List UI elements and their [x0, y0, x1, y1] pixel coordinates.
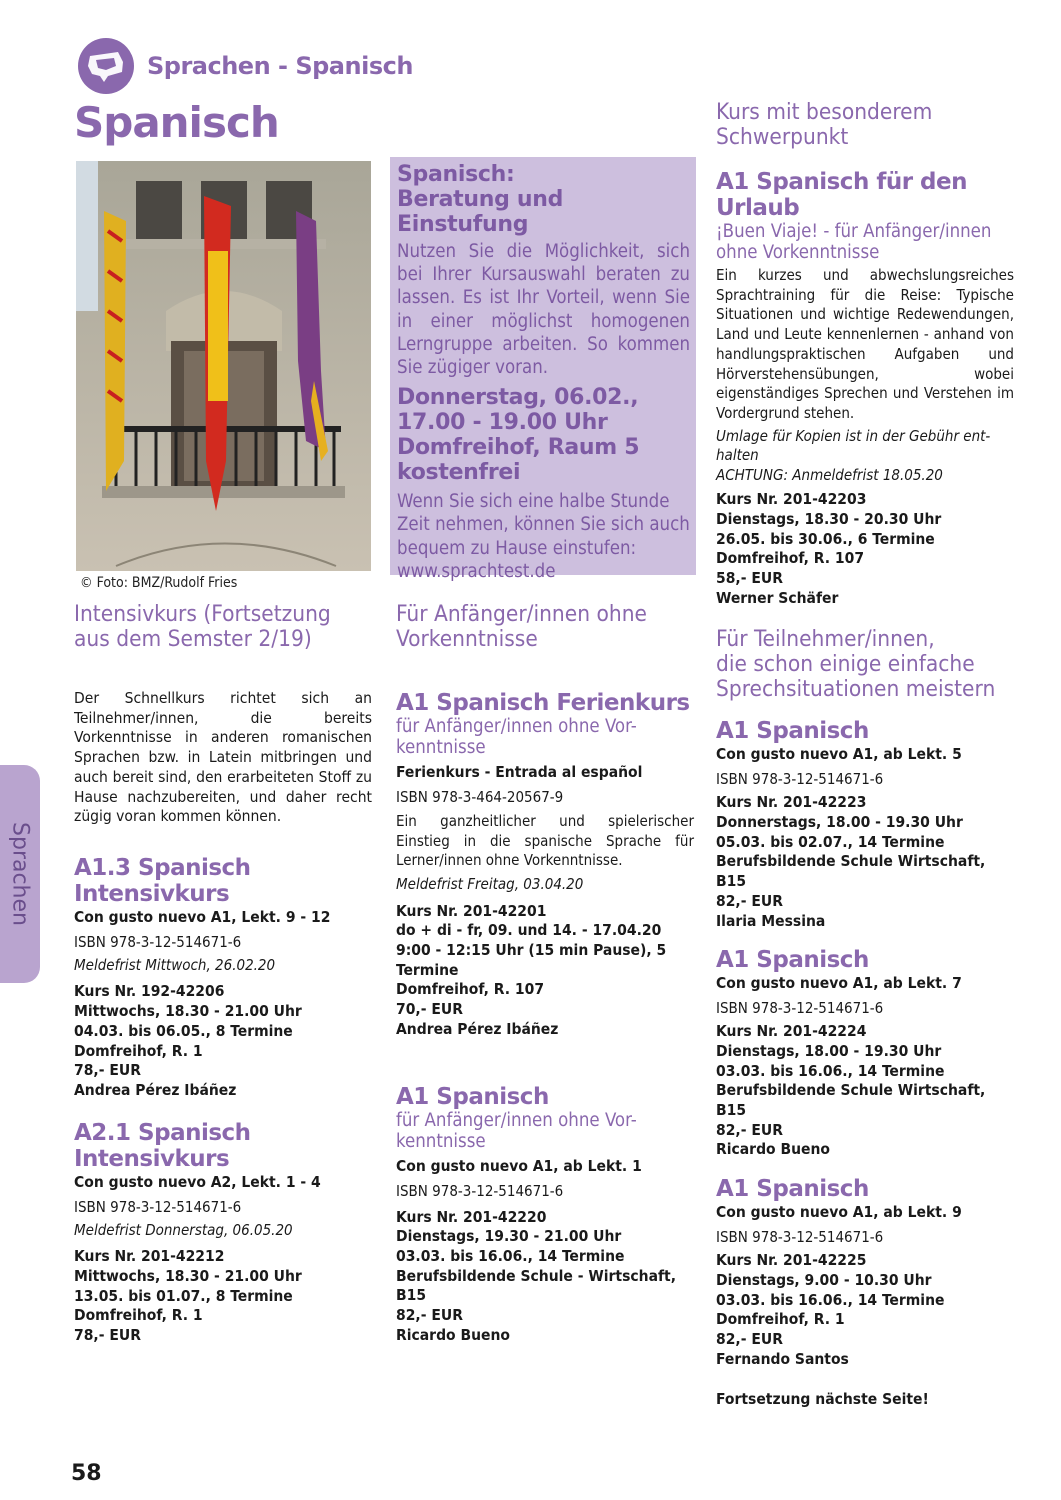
course-price: 78,- EUR — [74, 1325, 141, 1344]
course-note: halten — [716, 446, 759, 465]
course-details — [396, 1208, 694, 1346]
course-deadline: Meldefrist Mittwoch, 26.02.20 — [74, 955, 276, 974]
course-dates: 04.03. bis 06.05., 8 Termine — [74, 1021, 293, 1040]
course-dates: 03.03. bis 16.06., 14 Termine — [716, 1290, 945, 1309]
course-number: Kurs Nr. 201-42203 — [716, 490, 867, 509]
course-subtitle: ohne Vorkenntnisse — [716, 242, 880, 263]
course-subtitle: ¡Buen Viaje! - für Anfänger/innen — [716, 221, 992, 242]
box-title-line: Beratung und Einstufung — [397, 187, 564, 237]
course-book: Con gusto nuevo A1, ab Lekt. 9 — [716, 1203, 962, 1222]
course-location: Berufsbildende Schule - Wirtschaft, — [396, 1266, 676, 1285]
course-isbn: ISBN 978-3-12-514671-6 — [396, 1181, 564, 1200]
course-description: Ein kurzes und abwechslungsreiches Sprachtraining für die Reise: Typische Situationen und wichtige Redewendungen, Land und Leute kennenlernen - anhand von handlungspraktischen Aufgaben und Hörverstehensübungen, wobei eigenständiges Sprechen und Verstehen im Vordergrund stehen. — [716, 266, 1014, 422]
course-price: 82,- EUR — [716, 1120, 783, 1139]
course-title: A1.3 Spanisch Intensivkurs — [74, 854, 251, 907]
course-number: Kurs Nr. 201-42225 — [716, 1251, 867, 1270]
course-time: Mittwochs, 18.30 - 21.00 Uhr — [74, 1266, 302, 1285]
course-isbn: ISBN 978-3-12-514671-6 — [716, 1228, 884, 1247]
column-middle — [396, 602, 694, 1345]
course-time: Donnerstags, 18.00 - 19.30 Uhr — [716, 813, 963, 832]
course-dates: Termine — [396, 960, 459, 979]
course-price: 82,- EUR — [716, 891, 783, 910]
course-isbn: ISBN 978-3-12-514671-6 — [74, 932, 242, 951]
course-price: 58,- EUR — [716, 568, 783, 587]
course-deadline: Meldefrist Freitag, 03.04.20 — [396, 875, 584, 894]
course-book: Con gusto nuevo A1, ab Lekt. 1 — [396, 1156, 642, 1175]
course-book: Con gusto nuevo A1, ab Lekt. 5 — [716, 745, 962, 764]
section-heading: aus dem Semster 2/19) — [74, 626, 312, 652]
course-location: Berufsbildende Schule Wirtschaft, B15 — [716, 1081, 986, 1120]
course-dates: 13.05. bis 01.07., 8 Termine — [74, 1286, 293, 1305]
section-heading: Sprechsituationen meistern — [716, 676, 996, 703]
course-deadline: Meldefrist Donnerstag, 06.05.20 — [74, 1220, 293, 1239]
course-title: A1 Spanisch — [716, 1176, 869, 1203]
box-text-placement: Wenn Sie sich eine halbe Stunde Zeit nehmen, können Sie sich auch bequem zu Hause einstufen: www.sprachtest.de — [397, 491, 690, 582]
course-details — [716, 490, 1014, 608]
box-text: Nutzen Sie die Möglichkeit, sich bei Ihrer Kursauswahl beraten zu lassen. Es ist Ihr Vorteil, wenn Sie in einer möglichst homogenen Lerngruppe arbeiten. So kommen Sie zügiger voran. — [397, 241, 690, 379]
column-right — [716, 100, 1014, 1409]
course-book: Con gusto nuevo A1, ab Lekt. 7 — [716, 974, 962, 993]
course-number: Kurs Nr. 201-42220 — [396, 1207, 547, 1226]
section-heading: Intensivkurs (Fortsetzung — [74, 601, 331, 627]
course-title: A1 Spanisch Ferienkurs — [396, 690, 690, 716]
course-teacher: Ricardo Bueno — [716, 1140, 831, 1159]
box-date-line: Donnerstag, 06.02., — [397, 385, 639, 411]
section-heading: Schwerpunkt — [716, 124, 849, 150]
category-title: Sprachen - Spanisch — [147, 52, 413, 80]
box-date-line: kostenfrei — [397, 460, 521, 486]
course-time: Mittwochs, 18.30 - 21.00 Uhr — [74, 1002, 302, 1021]
course-teacher: Andrea Pérez Ibáñez — [396, 1019, 559, 1038]
section-heading: Vorkenntnisse — [396, 626, 538, 652]
course-note: Umlage für Kopien ist in der Gebühr ent- — [716, 426, 991, 445]
course-dates: 05.03. bis 02.07., 14 Termine — [716, 832, 945, 851]
side-tab-label: Sprachen — [7, 822, 33, 926]
course-title: A1 Spanisch für den Urlaub — [716, 169, 967, 221]
course-isbn: ISBN 978-3-12-514671-6 — [716, 770, 884, 789]
page-title: Spanisch — [74, 98, 279, 147]
course-details — [716, 793, 1014, 931]
side-tab[interactable] — [0, 765, 40, 983]
box-date-line: Domfreihof, Raum 5 — [397, 435, 640, 461]
course-location-room: B15 — [396, 1286, 427, 1305]
course-time: do + di - fr, 09. und 14. - 17.04.20 — [396, 921, 662, 940]
course-teacher: Andrea Pérez Ibáñez — [74, 1080, 237, 1099]
course-number: Kurs Nr. 192-42206 — [74, 982, 225, 1001]
course-details — [716, 1022, 1014, 1160]
course-teacher: Werner Schäfer — [716, 588, 839, 607]
course-description: Ein ganzheitlicher und spielerischer Einstieg in die spanische Sprache für Lerner/innen ohne Vorkenntnisse. — [396, 812, 694, 870]
course-teacher: Ilaria Messina — [716, 911, 826, 930]
course-number: Kurs Nr. 201-42224 — [716, 1022, 867, 1041]
box-title-line: Spanisch: — [397, 162, 515, 187]
continuation-note: Fortsetzung nächste Seite! — [716, 1390, 929, 1409]
course-location: Domfreihof, R. 1 — [716, 1310, 845, 1329]
course-isbn: ISBN 978-3-12-514671-6 — [716, 999, 884, 1018]
course-number: Kurs Nr. 201-42212 — [74, 1247, 225, 1266]
course-number: Kurs Nr. 201-42201 — [396, 901, 547, 920]
course-subtitle: kenntnisse — [396, 737, 486, 758]
course-dates: 03.03. bis 16.06., 14 Termine — [396, 1246, 625, 1265]
counseling-box — [390, 157, 696, 582]
section-heading: Für Teilnehmer/innen, — [716, 626, 935, 653]
course-location: Domfreihof, R. 107 — [396, 980, 545, 999]
course-price: 82,- EUR — [716, 1330, 783, 1348]
course-time: Dienstags, 18.00 - 19.30 Uhr — [716, 1041, 942, 1060]
course-subtitle: für Anfänger/innen ohne Vor- — [396, 716, 637, 737]
course-teacher: Fernando Santos — [716, 1349, 849, 1368]
page-number: 58 — [71, 1461, 102, 1486]
course-time: Dienstags, 9.00 - 10.30 Uhr — [716, 1270, 932, 1289]
course-isbn: ISBN 978-3-12-514671-6 — [74, 1197, 242, 1216]
course-price: 82,- EUR — [396, 1306, 463, 1325]
course-details — [396, 902, 694, 1040]
photo-credit: © Foto: BMZ/Rudolf Fries — [80, 575, 238, 591]
course-title: A2.1 Spanisch Intensivkurs — [74, 1119, 251, 1172]
course-time: Dienstags, 19.30 - 21.00 Uhr — [396, 1227, 622, 1246]
section-heading: die schon einige einfache — [716, 651, 975, 678]
course-number: Kurs Nr. 201-42223 — [716, 793, 867, 812]
course-location: Domfreihof, R. 1 — [74, 1041, 203, 1060]
category-logo — [78, 38, 134, 94]
course-details — [74, 982, 372, 1100]
course-subtitle: für Anfänger/innen ohne Vor- — [396, 1109, 637, 1131]
course-dates: 03.03. bis 16.06., 14 Termine — [716, 1061, 945, 1080]
course-title: A1 Spanisch — [716, 947, 869, 974]
course-teacher: Ricardo Bueno — [396, 1325, 511, 1344]
section-heading: Für Anfänger/innen ohne — [396, 601, 647, 627]
building-photo — [76, 161, 371, 571]
course-book: Con gusto nuevo A2, Lekt. 1 - 4 — [74, 1172, 321, 1191]
course-title: A1 Spanisch — [396, 1083, 549, 1110]
course-time-detail: 9:00 - 12:15 Uhr (15 min Pause), 5 — [396, 941, 667, 960]
course-subtitle: kenntnisse — [396, 1130, 486, 1152]
course-details — [716, 1251, 1014, 1369]
course-deadline: ACHTUNG: Anmeldefrist 18.05.20 — [716, 465, 943, 484]
course-book: Ferienkurs - Entrada al español — [396, 763, 643, 781]
course-dates: 26.05. bis 30.06., 6 Termine — [716, 529, 935, 548]
box-date-line: 17.00 - 19.00 Uhr — [397, 410, 608, 436]
intro-text: Der Schnellkurs richtet sich an Teilnehmer/innen, die bereits Vorkenntnisse in anderen romanischen Sprachen bzw. in Latein mitbringen und auch bereit sind, den erarbeiteten Stoff zu Hause nachzubereiten, und daher recht zügig voran kommen können. — [74, 689, 372, 826]
course-price: 70,- EUR — [396, 1000, 463, 1019]
course-location: Domfreihof, R. 107 — [716, 549, 865, 568]
course-location: Domfreihof, R. 1 — [74, 1306, 203, 1325]
section-heading: Kurs mit besonderem — [716, 99, 933, 125]
column-left — [74, 602, 372, 1346]
course-location: Berufsbildende Schule Wirtschaft, B15 — [716, 852, 986, 891]
course-price: 78,- EUR — [74, 1061, 141, 1080]
course-book: Con gusto nuevo A1, Lekt. 9 - 12 — [74, 907, 331, 926]
course-details — [74, 1247, 372, 1346]
course-title: A1 Spanisch — [716, 718, 869, 745]
course-isbn: ISBN 978-3-464-20567-9 — [396, 788, 564, 806]
course-time: Dienstags, 18.30 - 20.30 Uhr — [716, 509, 942, 528]
speech-map-icon — [78, 38, 134, 94]
